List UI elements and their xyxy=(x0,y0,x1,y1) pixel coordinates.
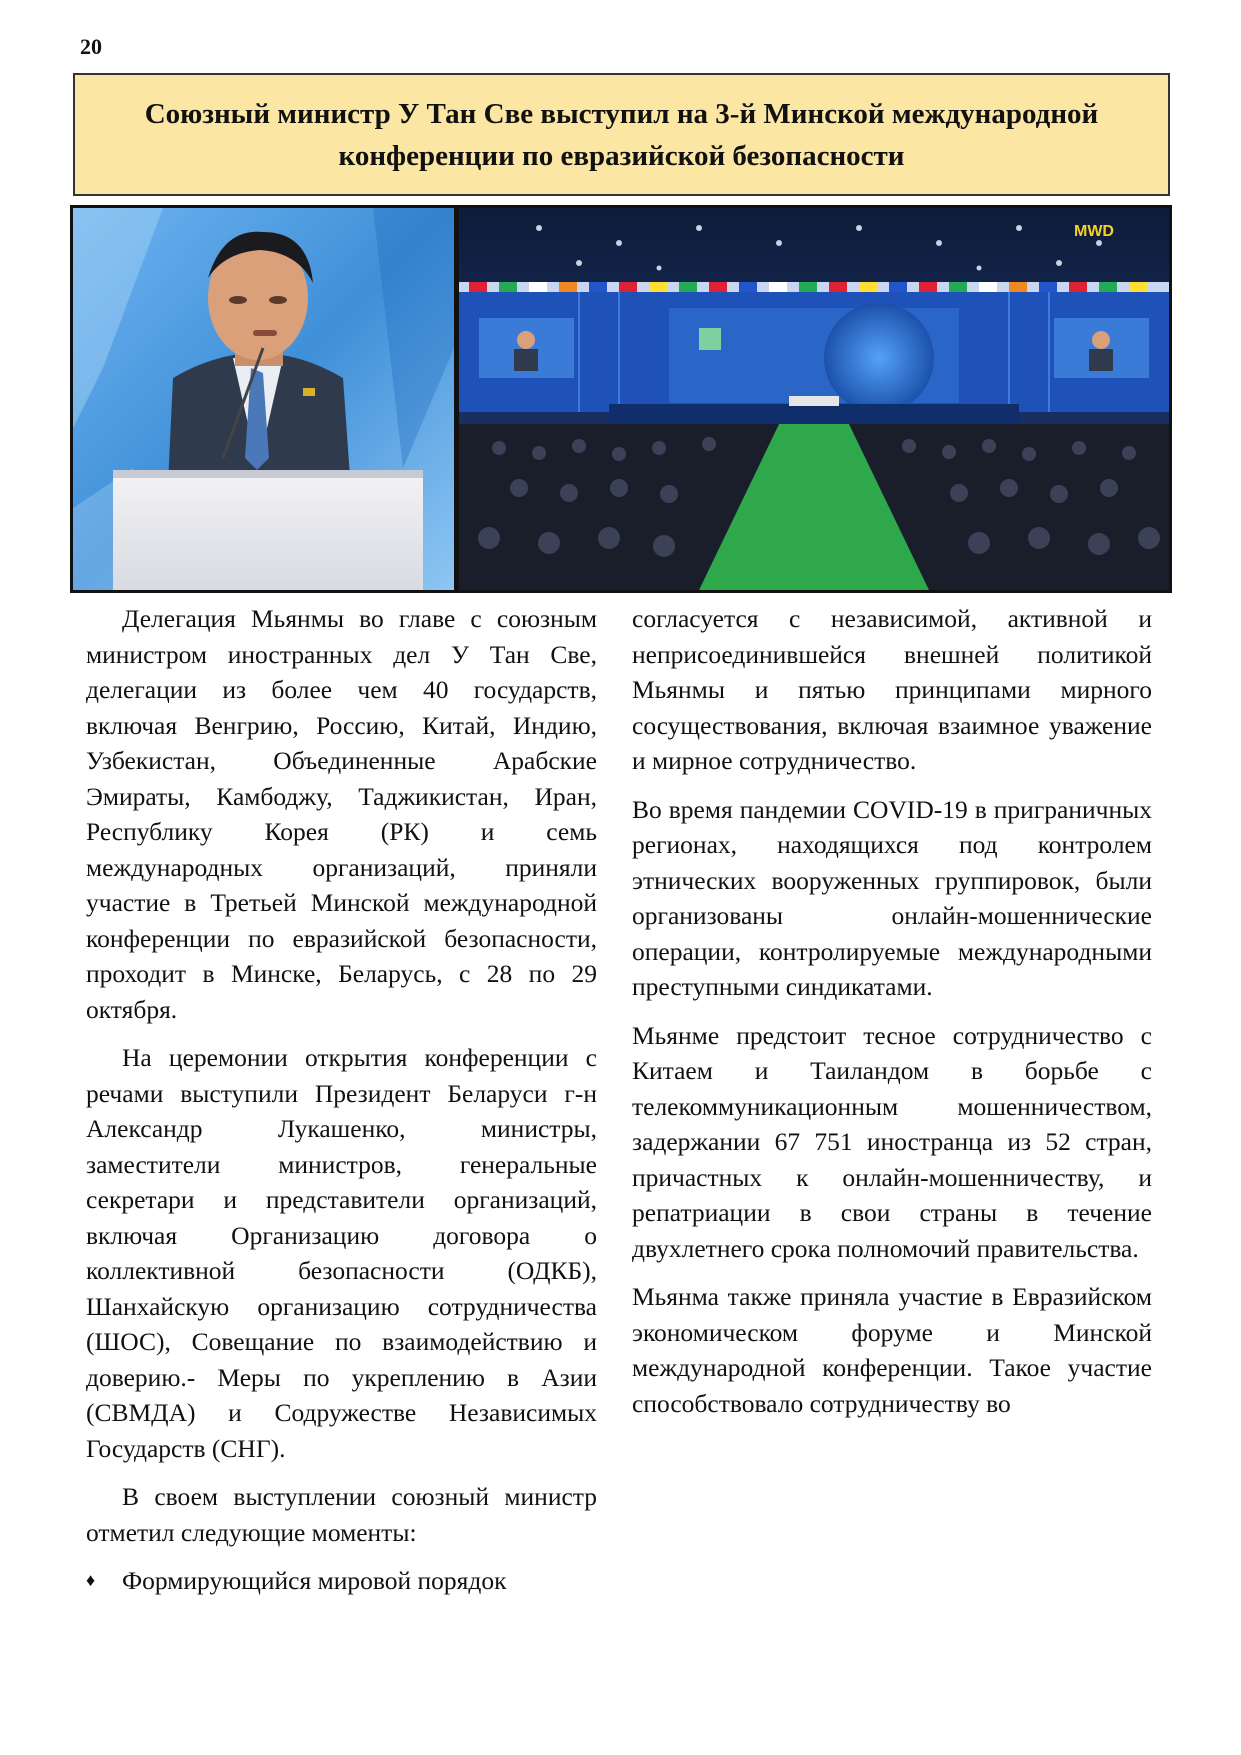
article-title: Союзный министр У Тан Све выступил на 3-й Минской международной конференции по евразийской безопасности xyxy=(144,97,1099,172)
right-column xyxy=(632,601,1152,1721)
diamond-bullet-icon: ♦ xyxy=(86,1570,96,1590)
bullet-item xyxy=(86,1563,597,1599)
speaker-photo xyxy=(70,205,457,593)
paragraph-opening-ceremony: На церемонии открытия конференции с речами выступили Президент Беларуси г-н Александр Лукашенко, министры, заместители министров, генеральные секретари и представители организаций, включая Организацию договора о коллективной безопасности (ОДКБ), Шанхайскую организацию сотрудничества (ШОС), Совещание по взаимодействию и доверию.- Меры по укреплению в Азии (СВМДА) и Содружестве Независимых Государств (СНГ). xyxy=(86,1043,597,1463)
bullet-text: Формирующийся мировой порядок xyxy=(122,1566,507,1595)
paragraph-continuation: согласуется с независимой, активной и неприсоединившейся внешней политикой Мьянмы и пятью принципами мирного сосуществования, включая взаимное уважение и мирное сотрудничество. xyxy=(632,604,1152,775)
paragraph-speech-intro: В своем выступлении союзный министр отметил следующие моменты: xyxy=(86,1482,597,1547)
left-column xyxy=(86,601,597,1721)
bullet-text: Во время пандемии COVID-19 в приграничных регионах, находящихся под контролем этнических вооруженных группировок, были организованы онлайн-мошеннические операции, контролируемые международными преступными синдикатами. xyxy=(632,794,1152,1001)
speaker-illustration xyxy=(73,208,454,590)
bullet-item xyxy=(632,792,1152,1005)
bullet-text: Мьянме предстоит тесное сотрудничество с Китаем и Таиландом в борьбе с телекоммуникационным мошенничеством, задержании 67 751 иностранца из 52 стран, причастных к онлайн-мошенничеству, и репатриации в свои страны в течение двухлетнего срока полномочий правительства. xyxy=(632,1020,1152,1263)
conference-hall-illustration xyxy=(459,208,1169,590)
bullet-item xyxy=(632,1279,1152,1421)
title-banner xyxy=(73,73,1170,196)
conference-hall-photo xyxy=(456,205,1172,593)
page-number: 20 xyxy=(80,34,102,59)
tv-logo: MWD xyxy=(1074,223,1114,240)
paragraph-delegation: Делегация Мьянмы во главе с союзным министром иностранных дел У Тан Све, делегации из более чем 40 государств, включая Венгрию, Россию, Китай, Индию, Узбекистан, Объединенные Арабские Эмираты, Камбоджу, Таджикистан, Иран, Республику Корея (РК) и семь международных организаций, приняли участие в Третьей Минской международной конференции по евразийской безопасности, проходит в Минске, Беларусь, с 28 по 29 октября. xyxy=(86,604,597,1024)
bullet-item xyxy=(632,1018,1152,1267)
bullet-text: Мьянма также приняла участие в Евразийском экономическом форуме и Минской международной конференции. Такое участие способствовало сотрудничеству во xyxy=(632,1282,1152,1418)
